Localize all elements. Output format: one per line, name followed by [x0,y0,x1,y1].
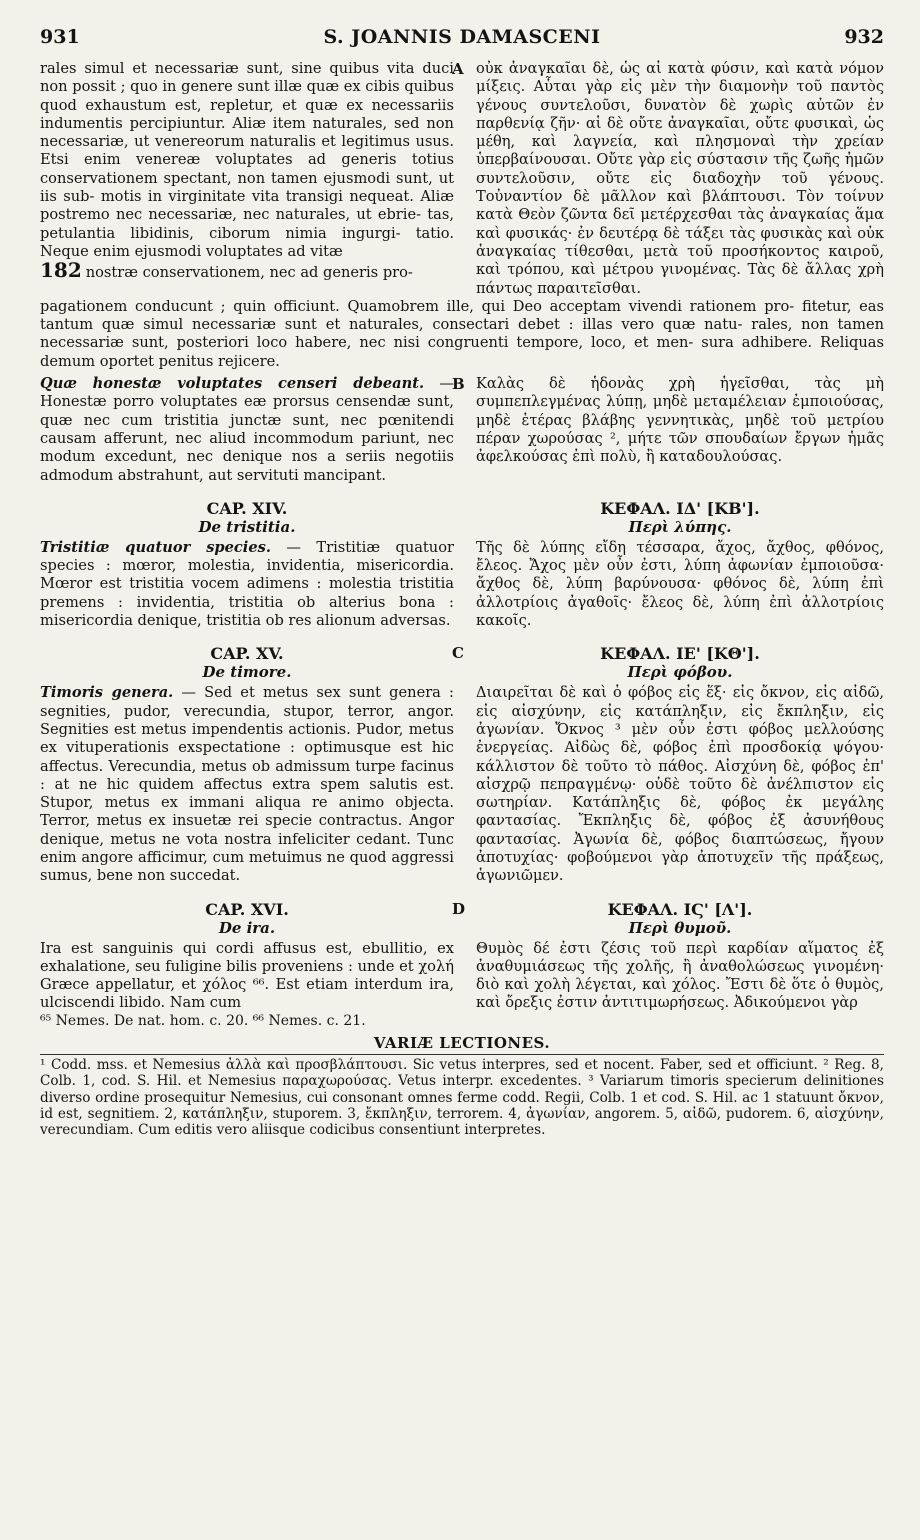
greek-column [462,375,884,485]
section-voluptates [40,60,884,298]
variae-heading: VARIÆ LECTIONES. [373,1033,551,1052]
chapter-heading: CAP. XVI. [205,899,289,919]
margin-marker-d: D [452,899,466,918]
greek-text: οὐκ ἀναγκαῖαι δὲ, ὡς αἱ κατὰ φύσιν, καὶ κατὰ νόμον μίξεις. Αὗται γὰρ εἰς μὲν τὴν διαμονὴν τοῦ παντὸς γένους συντελοῦσι, δυνατὸν δὲ χωρὶς αὐτῶν ἐν παρθενίᾳ ζῆν· αἱ δὲ οὔτε ἀναγκαῖαι, οὔτε φυσικαὶ, ὡς μέθη, καὶ λαγνεία, καὶ πλησμοναὶ τὴν χρείαν ὑπερβαίνουσαι. Οὔτε γὰρ εἰς σύστασιν τῆς ζωῆς ἡμῶν συντελοῦσιν, οὔτε εἰς διαδοχὴν τοῦ γένους. Τοὐναντίον δὲ μᾶλλον καὶ βλάπτουσι. Τὸν τοίνυν κατὰ Θεὸν ζῶντα δεῖ μετέρχεσθαι τὰς ἀναγκαίας ἅμα καὶ φυσικάς· ἐν δευτέρᾳ δὲ τάξει τὰς φυσικὰς καὶ οὐκ ἀναγκαίας τίθεσθαι, μετὰ τοῦ προσήκοντος καιροῦ, καὶ τρόπου, καὶ μέτρου γινομένας. Τὰς δὲ ἄλλας χρὴ πάντως παραιτεῖσθαι. [475,60,884,297]
left-page-number: 931 [40,26,80,48]
variae-lectiones: ¹ Codd. mss. et Nemesius ἀλλὰ καὶ προσβλάπτουσι. Sic vetus interpres, sed et nocent. Faber, sed et officiunt. ² Reg. 8, Colb. 1, cod. S. Hil. et Nemesius παραχωρούσας. Vetus interpr. excedentes. ³ Variarum timoris specierum delinitiones diverso ordine prosequitur Nemesius, cui consonant omnes ferme codd. Regii, Colb. 1 et cod. S. Hil. ac 1 statuunt ὄκνον, id est, segnitiem. 2, κατάπληξιν, stuporem. 3, ἔκπληξιν, terrorem. 4, ἀγωνίαν, angorem. 5, αἰδῶ, pudorem. 6, αἰσχύνην, verecundiam. Cum editis vero aliisque codicibus consentiunt interpretes. [40,1054,884,1139]
footnotes: ⁶⁵ Nemes. De nat. hom. c. 20. ⁶⁶ Nemes. c. 21. [40,1012,366,1029]
latin-text: rales simul et necessariæ sunt, sine quibus vita duci non possit ; quo in genere sunt illæ quæ ex cibis quibus quod exhaustum est, repletur, et quæ ex necessariis indumentis percipiuntur. Aliæ item naturales, sed non necessariæ, ut venereorum naturalis et legitimus usus. Etsi enim venereæ voluptates ad generis totius conservationem spectant, non tamen ejusmodi sunt, ut iis sub- motis in virginitate vita transigi nequeat. Aliæ postremo nec necessariæ, nec naturales, ut ebrie- tas, petulantia libidinis, ciborum nimia ingurgi- tatio. Neque enim ejusmodi voluptates ad vitæ [40,60,454,260]
chapter-subtitle: De ira. [218,918,276,937]
latin-text: — Honestæ porro voluptates eæ prorsus censendæ sunt, quæ nec cum tristitia junctæ sunt, nec pœnitendi causam afferunt, nec aliud incommodum pariunt, nec modum excedunt, nec denique nos a seriis negotiis admodum abstrahunt, aut servituti mancipant. [40,375,454,484]
section-honestae [40,375,884,485]
chapter-heading: CAP. XV. [210,644,284,664]
latin-lead: Tristitiæ quatuor species. [40,538,271,556]
chapter-subtitle: Περὶ θυμοῦ. [628,918,732,937]
chapter-subtitle: De timore. [202,663,292,682]
right-page-number: 932 [844,26,884,48]
full-width-paragraph: pagationem conducunt ; quin officiunt. Quamobrem ille, qui Deo acceptam vivendi rationem pro- fitetur, eas tantum quæ simul necessariæ sunt et naturales, consectari debet : illas vero quæ natu- rales, non tamen necessariæ sunt, posteriori loco habere, nec nisi congruenti tempore, loco, et men- sura adhibere. Reliquas demum oportet penitus rejicere. [40,297,884,370]
latin-column [40,375,462,485]
greek-column [462,638,884,885]
latin-column [40,894,462,1030]
latin-lead: Quæ honestæ voluptates censeri debeant. [40,375,425,393]
greek-text: Καλὰς δὲ ἡδονὰς χρὴ ἡγεῖσθαι, τὰς μὴ συμπεπλεγμένας λύπῃ, μηδὲ μεταμέλειαν ἐμποιούσας, μηδὲ ἑτέρας βλάβης γεννητικὰς, μηδὲ τοῦ μετρίου πέραν χωρούσας ², μήτε τῶν σπουδαίων ἔργων ἡμᾶς ἀφελκούσας ἐπὶ πολὺ, ἢ καταδουλούσας. [475,375,884,466]
chapter-14 [40,493,884,630]
chapter-heading: ΚΕΦΑΛ. ΙϚ' [Λ']. [607,899,753,919]
latin-column [40,60,462,298]
chapter-heading: ΚΕΦΑΛ. ΙΕ' [ΚΘ']. [600,644,760,664]
latin-text: — Tristitiæ quatuor species : mœror, molestia, invidentia, misericordia. Mœror est tristitia vocem adimens : molestia tristitia premens : invidentia, tristitia ob alterius bona : misericordia denique, tristitia ob res alionum adversas. [40,538,454,630]
margin-marker-c: C [452,644,464,663]
greek-column [462,60,884,298]
latin-lead: Timoris genera. [40,684,174,702]
column-number: 182 [40,258,82,283]
greek-text: Τῆς δὲ λύπης εἴδη τέσσαρα, ἄχος, ἄχθος, φθόνος, ἔλεος. Ἄχος μὲν οὖν ἐστι, λύπη ἀφωνίαν ἐμποιοῦσα· ἄχθος δὲ, λύπη βαρύνουσα· φθόνος δὲ, λύπη ἐπὶ ἀλλοτρίοις ἀγαθοῖς· ἔλεος δὲ, λύπη ἐπὶ ἀλλοτρίοις κακοῖς. [475,538,884,630]
greek-text: Θυμὸς δέ ἐστι ζέσις τοῦ περὶ καρδίαν αἵματος ἐξ ἀναθυμιάσεως τῆς χολῆς, ἢ ἀναθολώσεως γινομένη· διὸ καὶ χολὴ λέγεται, καὶ χόλος. Ἔστι δὲ ὅτε ὁ θυμὸς, καὶ ὄρεξις ἐστιν ἀντιτιμωρήσεως. Ἀδικούμενοι γὰρ [475,939,884,1012]
latin-column [40,638,462,885]
latin-text: Ira est sanguinis qui cordi affusus est, ebullitio, ex exhalatione, seu fuligine bilis proveniens : unde et χολή Græce appellatur, et χόλος ⁶⁶. Est etiam interdum ira, ulciscendi libido. Nam cum [40,939,454,1012]
margin-marker-b: B [452,375,465,394]
margin-marker-a: A [452,60,464,78]
page-header [40,26,884,60]
latin-column [40,493,462,630]
greek-column [462,894,884,1030]
chapter-heading: CAP. XIV. [206,498,288,518]
chapter-15 [40,638,884,885]
latin-text-end: nostræ conservationem, nec ad generis pro- [85,264,413,282]
chapter-subtitle: Περὶ φόβου. [627,663,733,682]
chapter-16 [40,894,884,1030]
chapter-heading: ΚΕΦΑΛ. ΙΔ' [ΚΒ']. [600,498,760,518]
running-title: S. JOANNIS DAMASCENI [323,26,601,48]
latin-text: — Sed et metus sex sunt genera : segnities, pudor, verecundia, stupor, terror, angor. Segnities est metus impendentis actionis. Pudor, metus ex vituperationis exspectatione : optimusque est hic affectus. Verecundia, metus ob admissum turpe facinus : at ne hic quidem affectus extra spem salutis est. Stupor, metus ex immani aliqua re animo objecta. Terror, metus ex insuetæ rei specie contractus. Angor denique, metus ne vota nostra infeliciter cedant. Tunc enim angore afficimur, cum metuimus ne quod aggressi sumus, bene non succedat. [40,684,454,885]
greek-column [462,493,884,630]
chapter-subtitle: De tristitia. [198,517,296,536]
greek-text: Διαιρεῖται δὲ καὶ ὁ φόβος εἰς ἕξ· εἰς ὄκνον, εἰς αἰδῶ, εἰς αἰσχύνην, εἰς κατάπληξιν, εἰς ἔκπληξιν, εἰς ἀγωνίαν. Ὄκνος ³ μὲν οὖν ἐστι φόβος μελλούσης ἐνεργείας. Αἰδὼς δὲ, φόβος ἐπὶ προσδοκίᾳ ψόγου· κάλλιστον δὲ τοῦτο τὸ πάθος. Αἰσχύνη δὲ, φόβος ἐπ' αἰσχρῷ πεπραγμένῳ· οὐδὲ τοῦτο δὲ ἀνέλπιστον εἰς σωτηρίαν. Κατάπληξις δὲ, φόβος ἐκ μεγάλης φαντασίας. Ἔκπληξις δὲ, φόβος ἐξ ἀσυνήθους φαντασίας. Ἀγωνία δὲ, φόβος διαπτώσεως, ἤγουν ἀποτυχίας· φοβούμενοι γὰρ ἀποτυχεῖν τῆς πράξεως, ἀγωνιῶμεν. [475,684,884,885]
chapter-subtitle: Περὶ λύπης. [628,517,732,536]
